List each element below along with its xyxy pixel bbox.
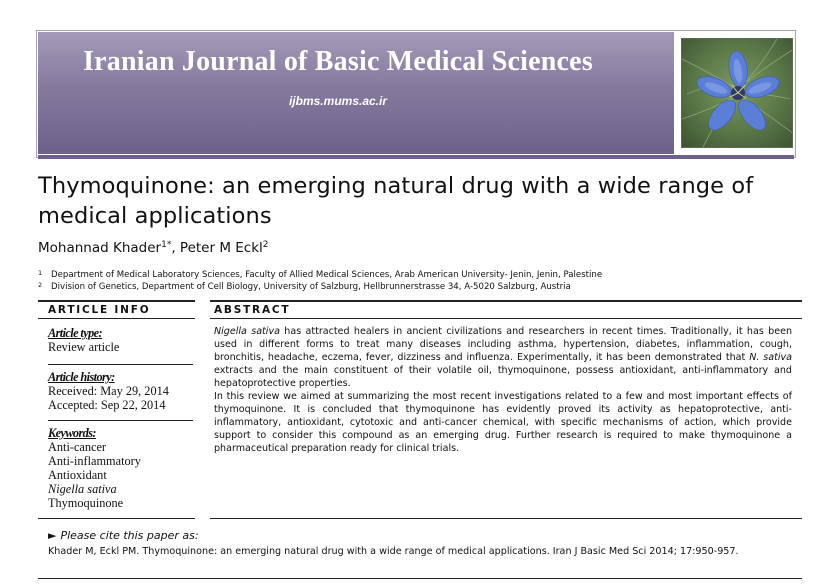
accepted-date: Accepted: Sep 22, 2014	[48, 398, 166, 412]
journal-banner	[38, 32, 674, 154]
article-info-heading: ARTICLE INFO	[48, 304, 151, 316]
citation-text: Khader M, Eckl PM. Thymoquinone: an emerging natural drug with a wide range of medical applications. Iran J Basic Med Sci 2014; 17:950-957.	[48, 546, 739, 557]
author-separator: ,	[171, 240, 180, 256]
article-history-label: Article history:	[48, 370, 115, 384]
article-type-label: Article type:	[48, 326, 103, 340]
keyword: Thymoquinone	[48, 496, 124, 510]
abstract-paragraph	[214, 325, 792, 390]
author-list	[38, 240, 798, 256]
article-type-value: Review article	[48, 340, 120, 354]
abstract-paragraph: In this review we aimed at summarizing the most recent investigations related to a few and most important effects of thymoquinone. It is concluded that thymoquinone has evidently proved its activity as hepatoprotective, anti-inflammatory, antioxidant, cytotoxic and anti-cancer chemical, with specific mechanisms of action, which provide support to consider this compound as an emerging drug. Further research is required to make thymoquinone a pharmaceutical preparation ready for clinical trials.	[214, 391, 792, 454]
info-top-rule	[38, 300, 195, 302]
info-divider	[48, 364, 193, 365]
author-name: Mohannad Khader	[38, 240, 162, 256]
nigella-flower-image	[681, 38, 793, 148]
affiliation-text: Department of Medical Laboratory Sciences, Faculty of Allied Medical Sciences, Arab American University- Jenin, Jenin, Palestine	[51, 270, 603, 280]
abstract-body	[214, 325, 792, 455]
affiliation-text: Division of Genetics, Department of Cell Biology, University of Salzburg, Hellbrunnerstrasse 34, A-5020 Salzburg, Austria	[51, 282, 571, 292]
info-header-rule	[38, 318, 195, 319]
journal-title: Iranian Journal of Basic Medical Sciences	[83, 46, 593, 77]
received-date: Received: May 29, 2014	[48, 384, 169, 398]
keyword: Antioxidant	[48, 468, 107, 482]
citation-bottom-rule	[38, 578, 802, 579]
keyword: Anti-cancer	[48, 440, 107, 454]
paper-title: Thymoquinone: an emerging natural drug with a wide range of medical applications	[38, 173, 754, 229]
species-name: N. sativa	[749, 352, 792, 363]
citation-heading	[48, 529, 199, 542]
article-type-block	[48, 326, 198, 354]
banner-rule	[38, 155, 794, 159]
triangle-bullet-icon: ►	[48, 529, 57, 542]
abstract-header-rule	[210, 318, 802, 319]
keyword: Nigella sativa	[48, 482, 117, 496]
abstract-text: extracts and the main constituent of their volatile oil, thymoquinone, possess antioxidant, anti-inflammatory and hepatoprotective properties.	[214, 365, 792, 389]
abstract-heading: ABSTRACT	[214, 304, 291, 316]
author-affiliation-mark: 1*	[161, 240, 172, 250]
species-name: Nigella sativa	[214, 326, 280, 337]
affiliation-number: 2	[38, 281, 43, 289]
keyword: Anti-inflammatory	[48, 454, 141, 468]
journal-url[interactable]: ijbms.mums.ac.ir	[288, 94, 388, 108]
citation-label: Please cite this paper as:	[60, 529, 199, 542]
abstract-top-rule	[210, 300, 802, 302]
article-history-block	[48, 370, 198, 412]
abstract-bottom-rule	[210, 518, 802, 519]
info-divider	[48, 420, 193, 421]
flower-icon	[682, 39, 793, 148]
info-bottom-rule	[38, 518, 195, 519]
keywords-block	[48, 426, 198, 510]
keywords-label: Keywords:	[48, 426, 96, 440]
abstract-text: has attracted healers in ancient civilizations and researchers in recent times. Traditionally, it has been used in different forms to treat many diseases including asthma, hypertension, diabetes, inflammation, cough, bronchitis, headache, eczema, fever, dizziness and influenza. Experimentally, it has been demonstrated that	[214, 326, 792, 363]
affiliation-number: 1	[38, 269, 43, 277]
affiliation-2	[38, 280, 798, 293]
author-name: Peter M Eckl	[179, 240, 263, 256]
author-affiliation-mark: 2	[262, 240, 269, 250]
